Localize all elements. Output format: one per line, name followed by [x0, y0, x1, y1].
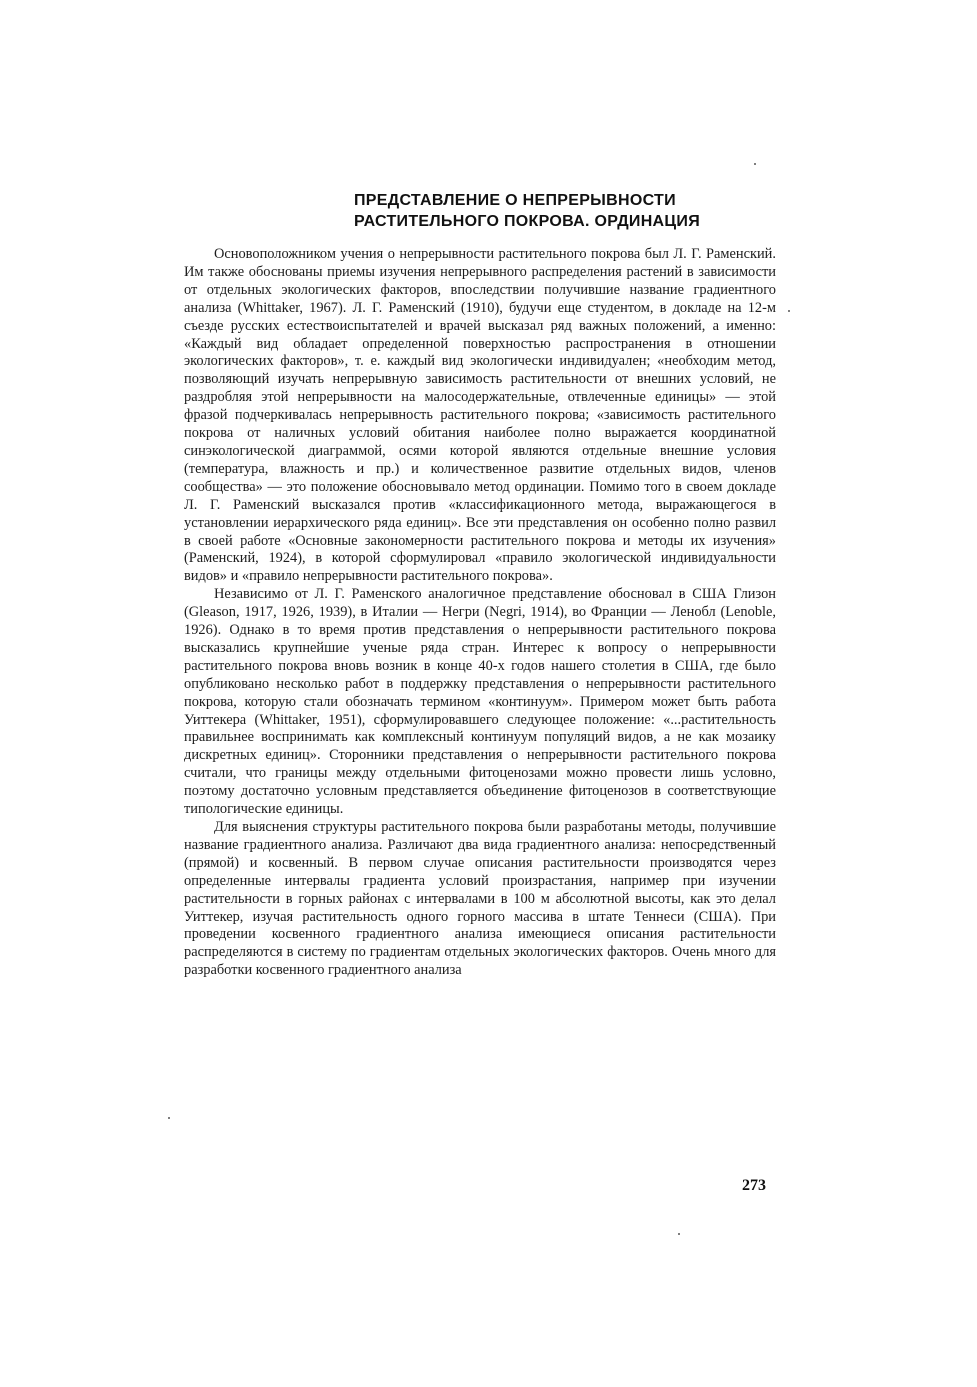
scan-speck [678, 1233, 680, 1235]
scan-speck [788, 310, 790, 312]
paragraph: Для выяснения структуры растительного покрова были разработаны методы, получившие название градиентного анализа. Различают два вида градиентного анализа: непосредственный (прямой) и косвенный. В первом случае описания растительности производятся через определенные интервалы градиента условий произрастания, например при изучении растительности в горных районах с интервалами в 100 м абсолютной высоты, как это делал Уиттекер, изучая растительность одного горного массива в штате Теннеси (США). При проведении косвенного градиентного анализа имеющиеся описания растительности распределяются в систему по градиентам отдельных экологических факторов. Очень много для разработки косвенного градиентного анализа [184, 819, 776, 979]
paragraph: Основоположником учения о непрерывности растительного покрова был Л. Г. Раменский. Им также обоснованы приемы изучения непрерывного распределения растений в зависимости от отдельных экологических факторов, впоследствии получившие название градиентного анализа (Whittaker, 1967). Л. Г. Раменский (1910), будучи еще студентом, в докладе на 12-м съезде русских естествоиспытателей и врачей высказал ряд важных положений, а именно: «Каждый вид обладает определенной поверхностью распространения в отношении экологических факторов», т. е. каждый вид экологически индивидуален; «необходим метод, позволяющий изучать непрерывную зависимость растительности от внешних условий, не раздробляя этой непрерывности на малосодержательные, отвлеченные единицы» — этой фразой подчеркивалась непрерывность растительного покрова; «зависимость растительного покрова от наличных условий обитания наиболее полно выражается координатной синэкологической диаграммой, осями которой являются отдельные внешние условия (температура, влажность и пр.) и количественное развитие отдельных видов, членов сообщества» — это положение обосновывало метод ординации. Помимо того в своем докладе Л. Г. Раменский высказался против «классификационного метода, выражающегося в установлении иерархического ряда единиц». Все эти представления он особенно полно развил в своей работе «Основные закономерности растительного покрова и методы их изучения» (Раменский, 1924), в которой сформулировал «правило экологической индивидуальности видов» и «правило непрерывности растительного покрова». [184, 246, 776, 585]
page-number: 273 [742, 1177, 766, 1194]
scan-speck [168, 1117, 170, 1119]
paragraph: Независимо от Л. Г. Раменского аналогичное представление обосновал в США Глизон (Gleason, 1917, 1926, 1939), в Италии — Негри (Negri, 1914), во Франции — Ленобл (Lenoble, 1926). Однако в то время против представления о непрерывности растительного покрова высказались крупнейшие ученые ряда стран. Интерес к вопросу о непрерывности растительного покрова вновь возник в конце 40-х годов нашего столетия в США, где было опубликовано несколько работ в поддержку представления о непрерывности растительного покрова, которую стали обозначать термином «континуум». Примером может быть работа Уиттекера (Whittaker, 1951), сформулировавшего следующее положение: «...растительность правильнее воспринимать как комплексный континуум популяций видов, а не как мозаику дискретных единиц». Сторонники представления о непрерывности растительного покрова считали, что границы между отдельными фитоценозами можно провести лишь условно, поэтому достаточно условным представляется объединение фитоценозов в соответствующие типологические единицы. [184, 586, 776, 818]
page-content [184, 190, 776, 980]
body-text [184, 246, 776, 980]
section-title-line-1: ПРЕДСТАВЛЕНИЕ О НЕПРЕРЫВНОСТИ [354, 192, 676, 209]
section-title [184, 190, 776, 232]
scan-speck [754, 163, 756, 165]
section-title-line-2: РАСТИТЕЛЬНОГО ПОКРОВА. ОРДИНАЦИЯ [354, 213, 700, 230]
